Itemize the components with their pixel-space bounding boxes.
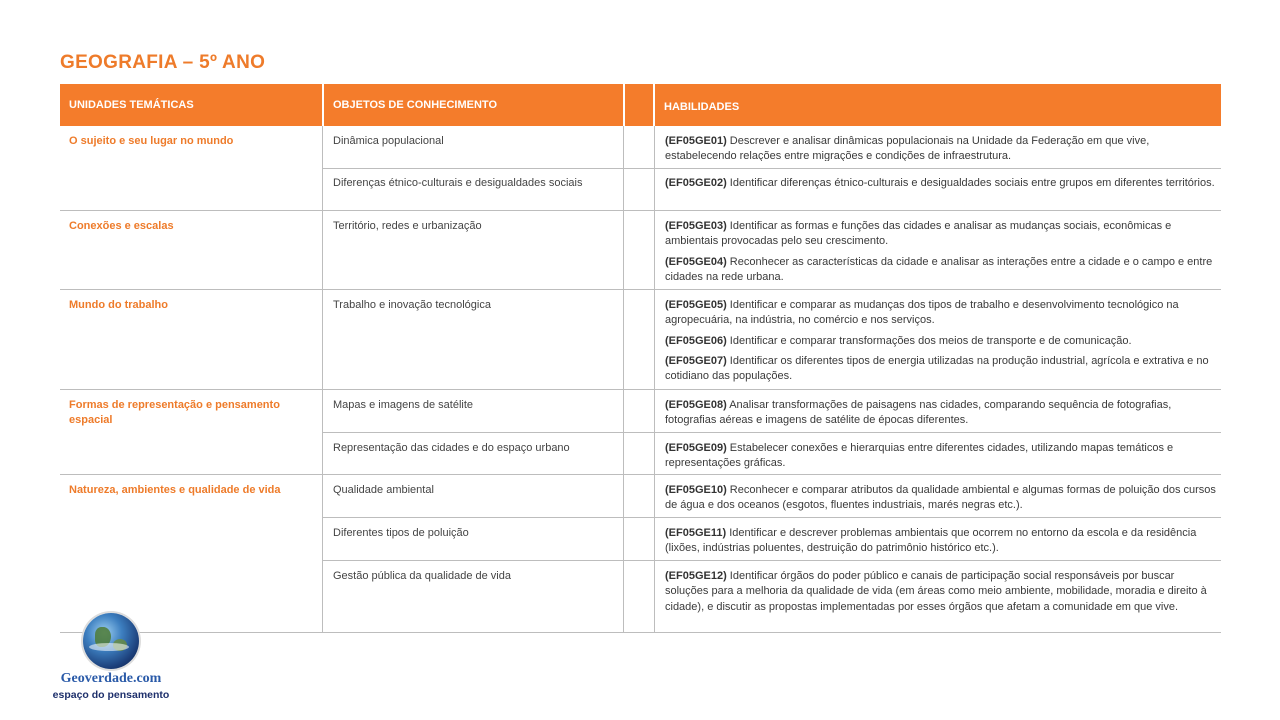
column-divider (654, 126, 655, 632)
skill-text: Identificar órgãos do poder público e canais de participação social responsáveis por buscar soluções para a melhoria da qualidade de vida (em áreas como meio ambiente, mobilidade, moradia e direito à cidade), e discutir as propostas implementadas por esses órgãos que afetam a comunidade em que vive. (665, 570, 1207, 613)
row-divider (323, 560, 1221, 561)
object-dinamica-populacional: Dinâmica populacional (333, 135, 444, 147)
skill-code: (EF05GE04) (665, 256, 727, 268)
logo-subtitle: espaço do pensamento (52, 689, 170, 701)
skill-ef05ge05 (665, 298, 1217, 329)
row-divider (60, 474, 1221, 475)
unit-natureza-ambientes: Natureza, ambientes e qualidade de vida (69, 484, 281, 496)
skill-ef05ge04 (665, 255, 1217, 286)
skill-code: (EF05GE11) (665, 527, 727, 539)
header-habilidades (655, 84, 1221, 126)
object-qualidade-ambiental: Qualidade ambiental (333, 484, 434, 496)
skill-code: (EF05GE02) (665, 177, 727, 189)
header-skills-label: HABILIDADES (664, 101, 740, 113)
skill-ef05ge10 (665, 483, 1217, 514)
header-objetos-conhecimento (324, 84, 623, 126)
skill-ef05ge01 (665, 134, 1217, 161)
object-representacao-cidades: Representação das cidades e do espaço urbano (333, 442, 570, 454)
logo-name: Geoverdade.com (60, 671, 162, 686)
row-divider (60, 289, 1221, 290)
skill-code: (EF05GE09) (665, 442, 727, 454)
page-title: GEOGRAFIA – 5º ANO (60, 52, 266, 73)
skill-text: Identificar diferenças étnico-culturais e desigualdades sociais entre grupos em diferentes territórios. (726, 177, 1215, 189)
skill-ef05ge06 (665, 334, 1217, 349)
skill-text: Identificar e descrever problemas ambientais que ocorrem no entorno da escola e da residência (lixões, indústrias poluentes, destruição do patrimônio histórico etc.). (665, 527, 1197, 555)
table-bottom-border (60, 632, 1221, 633)
row-divider (60, 210, 1221, 211)
geoverdade-logo[interactable] (50, 605, 180, 715)
skill-ef05ge02 (665, 176, 1217, 191)
skill-text: Reconhecer e comparar atributos da qualidade ambiental e algumas formas de poluição dos cursos de água e dos oceanos (esgotos, fluentes industriais, marés negras etc.). (665, 484, 1216, 512)
unit-conexoes-escalas: Conexões e escalas (69, 220, 174, 232)
header-unidades-tematicas (60, 84, 322, 126)
skill-text: Identificar os diferentes tipos de energia utilizadas na produção industrial, agrícola e extrativa e no cotidiano das populações. (665, 355, 1209, 383)
column-divider (322, 126, 323, 632)
skill-code: (EF05GE03) (665, 220, 727, 232)
skill-code: (EF05GE10) (665, 484, 727, 496)
skill-text: Identificar e comparar transformações dos meios de transporte e de comunicação. (726, 335, 1132, 347)
skill-text: Identificar e comparar as mudanças dos tipos de trabalho e desenvolvimento tecnológico na agropecuária, na indústria, no comércio e nos serviços. (665, 299, 1179, 327)
header-unit-label: UNIDADES TEMÁTICAS (69, 99, 194, 111)
object-gestao-publica: Gestão pública da qualidade de vida (333, 570, 511, 582)
unit-sujeito-lugar: O sujeito e seu lugar no mundo (69, 135, 234, 147)
skill-text: Descrever e analisar dinâmicas populacionais na Unidade da Federação em que vive, estabelecendo relações entre migrações e condições de infraestrutura. (665, 135, 1150, 161)
skill-code: (EF05GE07) (665, 355, 727, 367)
skill-code: (EF05GE05) (665, 299, 727, 311)
header-object-label: OBJETOS DE CONHECIMENTO (333, 99, 498, 111)
skill-code: (EF05GE06) (665, 335, 727, 347)
skill-ef05ge12 (665, 569, 1217, 615)
object-mapas-imagens: Mapas e imagens de satélite (333, 399, 474, 411)
object-tipos-poluicao: Diferentes tipos de poluição (333, 527, 469, 539)
skill-text: Identificar as formas e funções das cidades e analisar as mudanças sociais, econômicas e ambientais provocadas pelo seu crescimento. (665, 220, 1172, 248)
skill-ef05ge08 (665, 398, 1217, 429)
row-divider (323, 517, 1221, 518)
globe-icon (83, 613, 139, 669)
unit-formas-representacao: Formas de representação e pensamento espacial (69, 399, 280, 427)
object-territorio-redes: Território, redes e urbanização (333, 220, 482, 232)
skill-code: (EF05GE08) (665, 399, 727, 411)
row-divider (323, 168, 1221, 169)
row-divider (323, 432, 1221, 433)
skill-ef05ge11 (665, 526, 1217, 557)
skill-text: Reconhecer as características da cidade e analisar as interações entre a cidade e o campo e entre cidades na rede urbana. (665, 256, 1213, 284)
object-diferencas-etnico: Diferenças étnico-culturais e desigualdades sociais (333, 177, 583, 189)
header-spacer (625, 84, 653, 126)
row-divider (60, 389, 1221, 390)
skill-code: (EF05GE01) (665, 135, 727, 147)
skill-ef05ge03 (665, 219, 1217, 250)
column-divider (623, 126, 624, 632)
skill-code: (EF05GE12) (665, 570, 727, 582)
skill-text: Analisar transformações de paisagens nas cidades, comparando sequência de fotografias, fotografias aéreas e imagens de satélite de épocas diferentes. (665, 399, 1172, 427)
skill-ef05ge07 (665, 354, 1217, 385)
skill-text: Estabelecer conexões e hierarquias entre diferentes cidades, utilizando mapas temáticos e representações gráficas. (665, 442, 1174, 470)
unit-mundo-trabalho: Mundo do trabalho (69, 299, 168, 311)
skill-ef05ge09 (665, 441, 1217, 472)
object-trabalho-inovacao: Trabalho e inovação tecnológica (333, 299, 491, 311)
